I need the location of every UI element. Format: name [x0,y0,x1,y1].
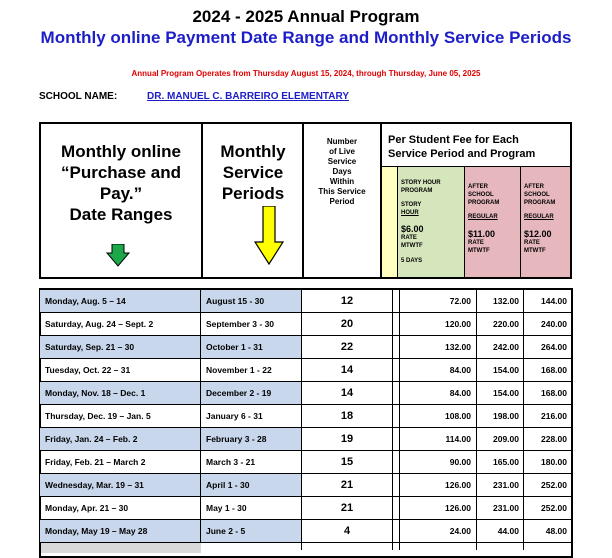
after-school-11-fee-cell: 209.00 [493,434,519,444]
program-extra: 5 DAYS [401,258,423,264]
purchase-date-range-cell: Monday, Aug. 5 – 14 [40,290,200,313]
story-hour-fee-cell: 24.00 [449,526,471,536]
service-header-line: Service [222,163,284,182]
after-school-12-fee-cell: 240.00 [541,319,567,329]
program-line: REGULAR [468,214,498,220]
purchase-date-range-cell: Friday, Jan. 24 – Feb. 2 [40,428,200,451]
program-line: HOUR [401,210,419,216]
story-hour-fee-cell: 132.00 [445,342,471,352]
program-dates-note: Annual Program Operates from Thursday August 15, 2024, through Thursday, June 05, 2025 [131,69,481,78]
service-period-cell: March 3 - 21 [206,457,256,467]
purchase-date-range-cell: Saturday, Sep. 21 – 30 [40,336,200,359]
service-period-cell: November 1 - 22 [206,365,272,375]
service-header [204,141,302,204]
purchase-header-line: Monthly online [61,142,181,161]
after-school-11-fee-cell: 231.00 [493,503,519,513]
after-school-11-fee-cell: 132.00 [493,296,519,306]
story-hour-fee-cell: 108.00 [445,411,471,421]
service-header-line: Periods [221,184,285,203]
purchase-date-range-cell: Monday, Apr. 21 – 30 [45,503,129,513]
table-row [40,290,572,313]
program-days: MTWTF [468,248,490,254]
table-row [40,405,572,428]
purchase-date-range-cell: Monday, Nov. 18 – Dec. 1 [40,382,200,405]
service-header-line: Monthly [220,142,286,161]
purchase-header [41,141,201,225]
after-school-12-fee-cell: 252.00 [541,480,567,490]
purchase-date-range-cell: Wednesday, Mar. 19 – 31 [40,474,200,497]
purchase-date-range-cell: Friday, Feb. 21 – March 2 [45,457,146,467]
after-school-12-fee-cell: 48.00 [545,526,567,536]
days-header-line: Period [329,197,355,206]
story-hour-fee-cell: 84.00 [449,388,471,398]
story-hour-fee-cell: 120.00 [445,319,471,329]
page-subtitle: Monthly online Payment Date Range and Monthly Service Periods [40,28,572,47]
program-line: REGULAR [524,214,554,220]
table-row [40,382,572,405]
after-school-11-fee-cell: 154.00 [493,388,519,398]
purchase-header-line: “Purchase and [61,163,181,182]
story-hour-fee-cell: 90.00 [449,457,471,467]
divider [301,288,302,550]
purchase-header-line: Pay.” [99,184,143,203]
after-school-12-fee-cell: 228.00 [541,434,567,444]
program-line: STORY HOUR [401,180,441,186]
story-hour-fee-cell: 72.00 [449,296,471,306]
table-row [40,336,572,359]
after-school-11-fee-cell: 198.00 [493,411,519,421]
table-row [40,313,572,336]
story-hour-fee-cell: 126.00 [445,503,471,513]
service-days-cell: 21 [340,479,354,491]
program-line: STORY [401,202,422,208]
service-days-cell: 14 [340,387,354,399]
after-school-11-header [465,166,521,277]
service-days-cell: 4 [343,525,351,537]
after-school-12-fee-cell: 180.00 [541,457,567,467]
after-school-11-fee-cell: 220.00 [493,319,519,329]
service-days-cell: 14 [340,364,354,376]
table-row [40,359,572,382]
table-row [40,451,572,474]
story-hour-program-header [398,166,465,277]
program-rate: RATE [468,240,484,246]
after-school-12-fee-cell: 168.00 [541,388,567,398]
divider [200,288,201,550]
service-days-cell: 19 [340,433,354,445]
program-line: AFTER [468,184,488,190]
purchase-header-line: Date Ranges [69,205,173,224]
program-rate: RATE [524,240,540,246]
after-school-12-header [521,166,570,277]
table-row [40,520,572,543]
after-school-11-fee-cell: 242.00 [493,342,519,352]
program-price: $6.00 [401,224,424,234]
service-period-cell: February 3 - 28 [201,428,301,451]
table-row [40,428,572,451]
fee-header-line: Service Period and Program [388,148,536,160]
story-hour-fee-cell: 126.00 [445,480,471,490]
after-school-11-fee-cell: 154.00 [493,365,519,375]
days-header [304,137,380,207]
service-days-cell: 18 [340,410,354,422]
purchase-date-range-cell: Tuesday, Oct. 22 – 31 [45,365,131,375]
story-hour-fee-cell: 84.00 [449,365,471,375]
days-header-line: of Live [329,147,355,156]
after-school-11-fee-cell: 44.00 [497,526,519,536]
story-hour-fee-cell: 114.00 [445,434,471,444]
program-days: MTWTF [401,243,423,249]
yellow-down-arrow-icon [254,206,284,266]
page-title: 2024 - 2025 Annual Program [192,7,420,26]
purchase-date-range-cell: Thursday, Dec. 19 – Jan. 5 [45,411,151,421]
divider [392,288,393,550]
purchase-date-range-cell: Monday, May 19 – May 28 [40,520,200,543]
divider [201,122,203,279]
program-line: SCHOOL [468,192,494,198]
service-period-cell: April 1 - 30 [201,474,301,497]
program-line: PROGRAM [401,188,433,194]
days-header-line: Days [332,167,352,176]
after-school-12-fee-cell: 168.00 [541,365,567,375]
program-price: $11.00 [468,229,496,239]
program-price: $12.00 [524,229,552,239]
program-line: PROGRAM [468,200,500,206]
service-days-cell: 21 [340,502,354,514]
table-row [40,497,572,520]
service-days-cell: 22 [340,341,354,353]
school-label: SCHOOL NAME: [39,91,118,102]
divider [523,288,524,550]
divider [476,288,477,550]
program-line: PROGRAM [524,200,556,206]
divider [399,288,400,550]
purchase-date-range-cell: Saturday, Aug. 24 – Sept. 2 [45,319,154,329]
service-period-cell: December 2 - 19 [201,382,301,405]
service-period-cell: October 1 - 31 [201,336,301,359]
after-school-11-fee-cell: 165.00 [493,457,519,467]
service-period-cell: August 15 - 30 [201,290,301,313]
days-header-line: This Service [318,187,366,196]
program-rate: RATE [401,235,417,241]
service-period-cell: September 3 - 30 [206,319,275,329]
program-days: MTWTF [524,248,546,254]
days-header-line: Service [327,157,357,166]
service-period-cell: May 1 - 30 [206,503,247,513]
service-period-cell: January 6 - 31 [206,411,263,421]
green-down-arrow-icon [106,244,130,268]
fee-header-line: Per Student Fee for Each [388,134,519,146]
program-line: SCHOOL [524,192,550,198]
yellow-spacer-column [382,166,398,277]
days-header-line: Within [329,177,355,186]
service-days-cell: 15 [340,456,354,468]
after-school-12-fee-cell: 264.00 [541,342,567,352]
after-school-12-fee-cell: 216.00 [541,411,567,421]
service-period-cell: June 2 - 5 [201,520,301,543]
after-school-11-fee-cell: 231.00 [493,480,519,490]
after-school-12-fee-cell: 252.00 [541,503,567,513]
service-days-cell: 20 [340,318,354,330]
fee-header [388,133,535,161]
table-row [40,474,572,497]
blank-row [41,543,201,553]
school-name[interactable]: DR. MANUEL C. BARREIRO ELEMENTARY [147,91,350,102]
days-header-line: Number [326,137,358,146]
program-line: AFTER [524,184,544,190]
after-school-12-fee-cell: 144.00 [541,296,567,306]
service-days-cell: 12 [340,295,354,307]
